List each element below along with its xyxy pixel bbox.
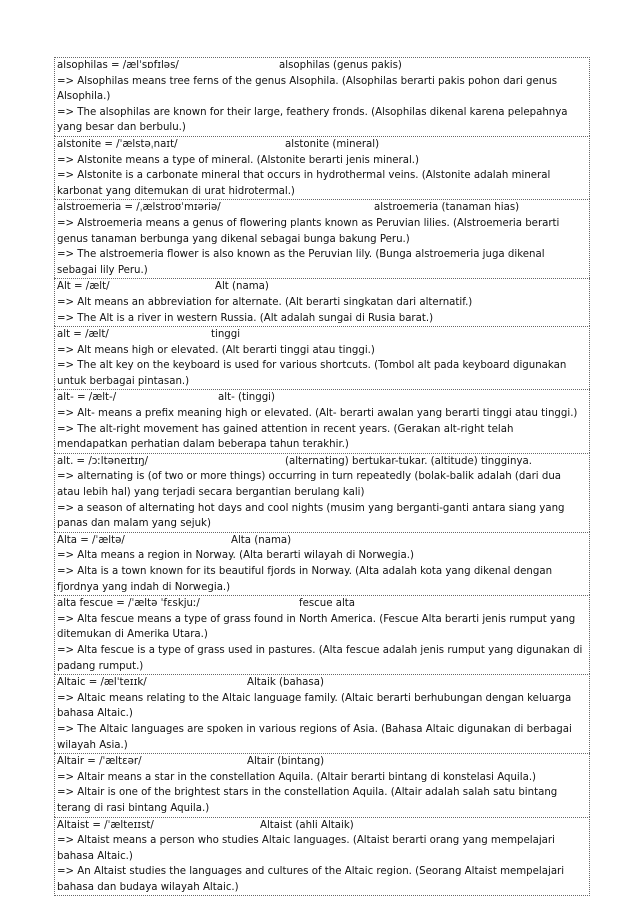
entry-gloss: tinggi <box>211 329 241 341</box>
entry-gloss: alt- (tinggi) <box>218 392 275 404</box>
dictionary-entry <box>54 57 590 136</box>
entry-definition: => Altaist means a person who studies Altaic languages. (Altaist berarti orang yang mempelajari bahasa Altaic.) <box>57 835 555 862</box>
entry-headword: alt. = /ɔːltəneɪtɪŋ/ <box>57 455 149 467</box>
entry-example: => The alstroemeria flower is also known as the Peruvian lily. (Bunga alstroemeria juga dikenal sebagai lily Peru.) <box>57 249 545 276</box>
entry-example: => An Altaist studies the languages and cultures of the Altaic region. (Seorang Altaist mempelajari bahasa dan budaya wilayah Altaic.) <box>57 866 565 893</box>
dictionary-page <box>54 57 590 896</box>
entry-example: => Alta fescue is a type of grass used in pastures. (Alta fescue adalah jenis rumput yang digunakan di padang rumput.) <box>57 644 583 672</box>
entry-definition: => Alstroemeria means a genus of flowering plants known as Peruvian lilies. (Alstroemeria berarti genus tanaman berbunga yang dikenal sebagai bunga bakung Peru.) <box>57 217 560 245</box>
entry-example: => The alsophilas are known for their large, feathery fronds. (Alsophilas dikenal karena pelepahnya yang besar dan berbulu.) <box>57 106 568 134</box>
entry-example: => The alt key on the keyboard is used for various shortcuts. (Tombol alt pada keyboard digunakan untuk berbagai pintasan.) <box>57 360 567 387</box>
dictionary-entry <box>54 199 590 278</box>
entry-gloss: Altaist (ahli Altaik) <box>260 819 354 831</box>
dictionary-entry <box>54 532 590 595</box>
entry-example: => The alt-right movement has gained attention in recent years. (Gerakan alt-right telah mendapatkan perhatian dalam beberapa tahun terakhir.) <box>57 423 514 451</box>
entry-header <box>57 596 587 612</box>
dictionary-entry <box>54 278 590 326</box>
entry-headword: Altaist = /ˈælteɪɪst/ <box>57 819 154 831</box>
dictionary-entry <box>54 674 590 753</box>
entry-definition: => Alta fescue means a type of grass found in North America. (Fescue Alta berarti jenis rumput yang ditemukan di Amerika Utara.) <box>57 613 576 641</box>
entry-list <box>54 57 590 896</box>
entry-definition: => Alta means a region in Norway. (Alta berarti wilayah di Norwegia.) <box>57 550 414 562</box>
entry-definition: => Alt means an abbreviation for alternate. (Alt berarti singkatan dari alternatif.) <box>57 296 473 308</box>
entry-example: => The Alt is a river in western Russia. (Alt adalah sungai di Rusia barat.) <box>57 312 434 324</box>
entry-headword: Alta = /ˈæltə/ <box>57 534 125 546</box>
entry-gloss: (alternating) bertukar-tukar. (altitude) tingginya. <box>285 455 532 467</box>
entry-header <box>57 754 587 770</box>
entry-headword: alsophilas = /ælˈsɒfɪləs/ <box>57 60 179 71</box>
entry-header <box>57 279 587 295</box>
entry-header <box>57 327 587 343</box>
dictionary-entry <box>54 326 590 389</box>
entry-header <box>57 675 587 691</box>
entry-gloss: Altaik (bahasa) <box>247 677 324 689</box>
dictionary-entry <box>54 753 590 816</box>
dictionary-entry <box>54 817 590 897</box>
entry-gloss: alstonite (mineral) <box>285 138 380 150</box>
entry-example: => Alta is a town known for its beautiful fjords in Norway. (Alta adalah kota yang dikenal dengan fjordnya yang indah di Norwegia.) <box>57 566 553 593</box>
entry-header <box>57 200 587 216</box>
entry-gloss: Alt (nama) <box>215 281 269 293</box>
entry-gloss: Alta (nama) <box>231 534 292 546</box>
dictionary-entry <box>54 136 590 199</box>
entry-headword: alta fescue = /ˈæltə ˈfɛskjuː/ <box>57 598 200 610</box>
entry-header <box>57 533 587 549</box>
entry-example: => a season of alternating hot days and cool nights (musim yang berganti-ganti antara siang yang panas dan malam yang sejuk) <box>57 502 565 530</box>
entry-headword: alstroemeria = /ˌælstroʊˈmɪəriə/ <box>57 202 221 214</box>
entry-header <box>57 58 587 74</box>
dictionary-entry <box>54 595 590 674</box>
entry-definition: => Altair means a star in the constellation Aquila. (Altair berarti bintang di konstelasi Aquila.) <box>57 771 537 783</box>
entry-gloss: alstroemeria (tanaman hias) <box>374 202 520 214</box>
entry-headword: alstonite = /ˈælstəˌnaɪt/ <box>57 138 178 150</box>
entry-definition: => Alstonite means a type of mineral. (Alstonite berarti jenis mineral.) <box>57 154 420 166</box>
entry-definition: => alternating is (of two or more things) occurring in turn repeatedly (bolak-balik adalah (dari dua atau lebih hal) yang terjadi secara bergantian berulang kali) <box>57 471 562 499</box>
dictionary-entry <box>54 453 590 532</box>
entry-gloss: Altair (bintang) <box>247 756 325 768</box>
entry-headword: Altaic = /ælˈteɪɪk/ <box>57 677 147 689</box>
entry-definition: => Altaic means relating to the Altaic language family. (Altaic berarti berhubungan dengan keluarga bahasa Altaic.) <box>57 692 572 720</box>
entry-definition: => Alt means high or elevated. (Alt berarti tinggi atau tinggi.) <box>57 344 375 356</box>
entry-headword: alt = /ælt/ <box>57 329 109 341</box>
entry-header <box>57 390 587 406</box>
entry-definition: => Alt- means a prefix meaning high or elevated. (Alt- berarti awalan yang berarti tinggi atau tinggi.) <box>57 408 578 420</box>
entry-headword: Altair = /ˈæltɛər/ <box>57 756 142 768</box>
entry-example: => Alstonite is a carbonate mineral that occurs in hydrothermal veins. (Alstonite adalah mineral karbonat yang ditemukan di urat hidrotermal.) <box>57 170 551 197</box>
dictionary-entry <box>54 389 590 452</box>
entry-header <box>57 818 587 834</box>
entry-header <box>57 454 587 470</box>
entry-gloss: alsophilas (genus pakis) <box>279 60 402 71</box>
entry-headword: Alt = /ælt/ <box>57 281 110 293</box>
entry-header <box>57 137 587 153</box>
entry-example: => The Altaic languages are spoken in various regions of Asia. (Bahasa Altaic digunakan di berbagai wilayah Asia.) <box>57 723 572 751</box>
entry-definition: => Alsophilas means tree ferns of the genus Alsophila. (Alsophilas berarti pakis pohon dari genus Alsophila.) <box>57 75 558 103</box>
entry-headword: alt- = /ælt-/ <box>57 392 117 404</box>
entry-gloss: fescue alta <box>299 598 356 610</box>
entry-example: => Altair is one of the brightest stars in the constellation Aquila. (Altair adalah salah satu bintang terang di rasi bintang Aquila.) <box>57 787 558 814</box>
